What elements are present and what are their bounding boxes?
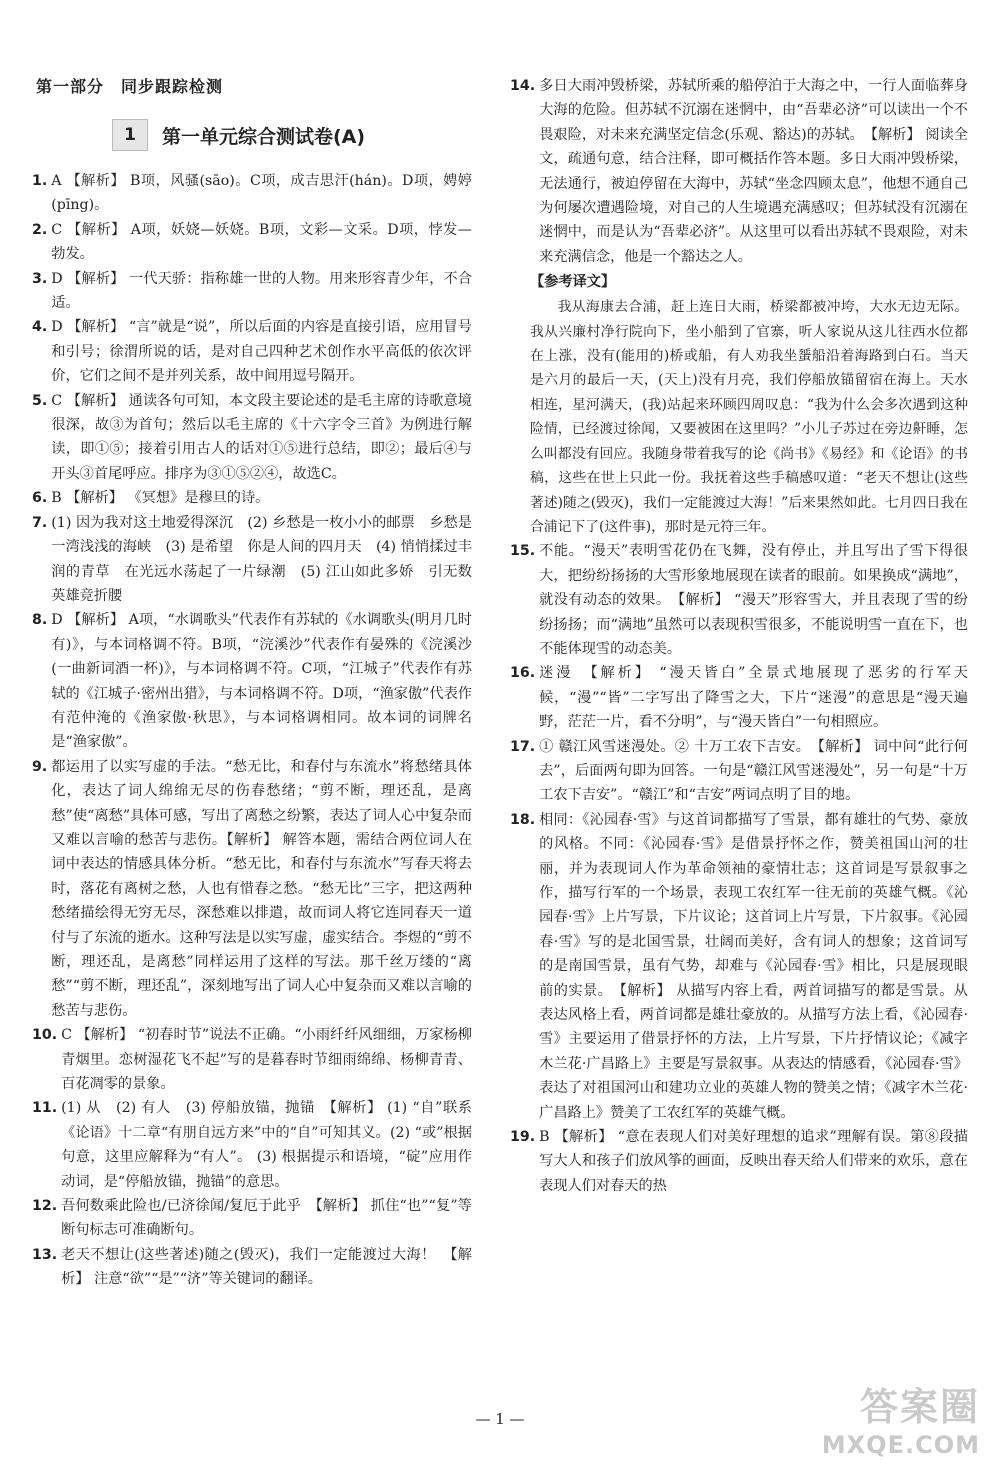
answer-text: 老天不想让(这些著述)随之(毁灭)，我们一定能渡过大海！ 【解析】 注意“欲”“是”“济”等关键词的翻译。 [61,1246,472,1288]
answer-text: D 【解析】 A项，“水调歌头”代表作有苏轼的《水调歌头(明月几时有)》，与本词格调不符。B项，“浣溪沙”代表作有晏殊的《浣溪沙(一曲新词酒一杯)》，与本词格调不符。C项，“江城子”代表作有苏轼的《江城子·密州出猎》，与本词格调不符。D项，“渔家傲”代表作有范仲淹的《渔家傲·秋思》，与本词格调相同。故本词的词牌名是“渔家傲”。 [51,612,472,751]
unit-number-badge: 1 [112,119,148,151]
translation-label: 【参考译文】 [530,274,616,291]
answer-text: C 【解析】 A项，妖娆—妖娆。B项，文彩—文采。D项，悖发—勃发。 [51,221,472,263]
answer-text: A 【解析】 B项，风骚(sāo)。C项，成吉思汗(hán)。D项，娉婷(pīng)。 [51,173,472,214]
answer-number: 14. [510,78,536,94]
answer-text: 相同：《沁园春·雪》与这首词都描写了雪景，都有雄壮的气势、豪放的风格。不同：《沁园春·雪》是借景抒怀之作，赞美祖国山河的壮丽，并为表现词人作为革命领袖的豪情壮志；这首词是写景叙事之作，描写行军的一个场景，表现工农红军一往无前的英雄气概。《沁园春·雪》上片写景，下片议论；这首词上片写景，下片叙事。《沁园春·雪》写的是北国雪景，壮阔而美好，含有词人的想象；这首词写的是南国雪景，虽有气势，却难与《沁园春·雪》相比，只是展现眼前的实景。 【解析】 从描写内容上看，两首词描写的都是雪景。从表达风格上看，两首词都是雄壮豪放的。从描写方法上看，《沁园春·雪》主要运用了借景抒怀的方法，上片写景，下片抒情议论；《减字木兰花·广昌路上》主要是写景叙事。从表达的情感看，《沁园春·雪》表达了对祖国河山和建功立业的英雄人物的赞美之情；《减字木兰花·广昌路上》赞美了工农红军的英雄气概。 [539,811,969,1121]
unit-title: 第一单元综合测试卷(A) [162,125,366,148]
answer-number: 2. [32,221,48,238]
answer-item [32,1243,472,1292]
answer-list-right-bottom [510,539,968,1198]
answer-item [32,1096,472,1194]
answer-item [32,608,472,754]
left-column [32,74,472,1292]
answer-item [32,486,472,510]
answer-number: 9. [32,758,48,775]
answer-list-left [32,169,472,1292]
answer-item [32,315,472,388]
answer-number: 12. [32,1198,58,1215]
answer-item [32,1023,472,1096]
answer-text: 多日大雨冲毁桥梁，苏轼所乘的船停泊于大海之中，一行人面临葬身大海的危险。但苏轼不沉溺在迷惘中，由“吾辈必济”可以读出一个不畏艰险，对未来充满坚定信念(乐观、豁达)的苏轼。 【解析】 阅读全文，疏通句意，结合注释，即可概括作答本题。多日大雨冲毁桥梁，无法通行，被迫停留在大海中，苏轼“坐念四顾太息”，他想不通自己为何屡次遭遇险境，对自己的人生境遇充满感叹；但苏轼没有沉溺在迷惘中，而是认为“吾辈必济”。从这里可以看出苏轼不畏艰险，对未来充满信念，他是一个豁达之人。 [539,78,968,265]
answer-text: B 【解析】 《冥想》是穆旦的诗。 [51,490,270,507]
answer-text: D 【解析】 “言”就是“说”，所以后面的内容是直接引语，应用冒号和引号；徐渭所说的话，是对自己四种艺术创作水平高低的依次评价，它们之间不是并列关系，故中间用逗号隔开。 [51,319,472,385]
answer-number: 3. [32,270,48,287]
answer-text: C 【解析】 通读各句可知，本文段主要论述的是毛主席的诗歌意境很深，故③为首句；然后以毛主席的《十六字令三首》为例进行解读，即①⑤；接着引用古人的话对①⑤进行总结，即②；最后④与开头③首尾呼应。排序为③①⑤②④，故选C。 [51,392,472,482]
answer-item [510,539,968,661]
answer-number: 6. [32,490,48,507]
watermark-url: MXQE.COM [821,1431,980,1459]
answer-number: 11. [32,1100,58,1117]
answer-number: 7. [32,514,48,531]
answer-item [510,74,968,269]
answer-item [32,267,472,316]
answer-item [32,755,472,1023]
answer-list-right-top [510,74,968,269]
answer-number: 10. [32,1027,58,1044]
answer-number: 13. [32,1246,58,1263]
translation-text: 我从海康去合浦，赶上连日大雨，桥梁都被冲垮，大水无边无际。我从兴廉村净行院向下，坐小船到了官寨，听人家说从这儿往西水位都在上涨，没有(能用的)桥或船，有人劝我坐蜑船沿着海路到白石。当天是六月的最后一天，(天上)没有月亮，我们停船放锚留宿在海上。天水相连，星河满天，(我)站起来环顾四周叹息：“我为什么会多次遇到这种险情，已经渡过徐闻，又要被困在这里吗？”小儿子苏过在旁边鼾睡，怎么叫都没有回应。我随身带着我写的论《尚书》《易经》和《论语》的书稿，这些在世上只此一份。我抚着这些手稿感叹道：“老天不想让(这些著述)随之(毁灭)，我们一定能渡过大海！”后来果然如此。七月四日我在合浦记下了(这件事)，那时是元符三年。 [530,299,968,535]
answer-item [32,1194,472,1243]
answer-text: 迷漫 【解析】 “漫天皆白”全景式地展现了恶劣的行军天候，“漫”“皆”二字写出了降雪之大，下片“迷漫”的意思是“漫天遍野，茫茫一片，看不分明”，与“漫天皆白”一句相照应。 [539,665,968,731]
watermark-text: 答案圈 [859,1385,980,1429]
page-number: — 1 — [475,1410,525,1428]
answer-number: 19. [510,1129,536,1146]
answer-number: 16. [510,665,536,682]
answer-item [32,169,472,218]
answer-item [510,1125,968,1198]
section-title: 第一部分 同步跟踪检测 [36,77,224,96]
answer-text: B 【解析】 “意在表现人们对美好理想的追求”理解有误。第⑧段描写大人和孩子们放风筝的画面，反映出春天给人们带来的欢乐，意在表现人们对春天的热 [539,1129,968,1194]
answer-text: D 【解析】 一代天骄：指称雄一世的人物。用来形容青少年，不合适。 [51,270,472,312]
answer-item [32,511,472,609]
answer-text: 不能。“漫天”表明雪花仍在飞舞，没有停止，并且写出了雪下得很大，把纷纷扬扬的大雪形象地展现在读者的眼前。如果换成“满地”，就没有动态的效果。 【解析】 “漫天”形容雪大，并且表现了雪的纷纷扬扬；而“满地”虽然可以表现积雪很多，不能说明雪一直在下，也不能体现雪的动态美。 [539,543,968,657]
answer-item [510,735,968,808]
answer-number: 17. [510,738,536,755]
answer-number: 4. [32,319,48,336]
right-column [510,74,968,1198]
answer-item [32,218,472,267]
answer-text: (1) 从 (2) 有人 (3) 停船放锚，抛锚 【解析】 (1) “自”联系《论语》十二章“有朋自远方来”中的“自”可知其义。(2) “或”根据句意，这里应解释为“有人”。 (3) 根据提示和语境，“碇”应用作动词，是“停船放锚，抛锚”的意思。 [61,1100,472,1190]
watermark-logo [822,1376,980,1459]
answer-item [510,808,968,1125]
answer-text: 都运用了以实写虚的手法。“愁无比，和春付与东流水”将愁绪具体化，表达了词人绵绵无尽的伤春愁绪；“剪不断，理还乱，是离愁”使“离愁”具体可感，写出了离愁之纷繁，表达了词人心中复杂而又难以言喻的愁苦与悲伤。【解析】 解答本题，需结合两位词人在词中表达的情感具体分析。“愁无比，和春付与东流水”写春天将去时，落花有离树之愁，人也有惜春之愁。“愁无比”三字，把这两种愁绪描绘得无穷无尽，深愁难以排遣，故而词人将它连同春天一道付与了东流的逝水。这种写法是以实写虚，虚实结合。李煜的“剪不断，理还乱，是离愁”同样运用了这样的写法。那千丝万缕的“离愁”“剪不断，理还乱”，深刻地写出了词人心中复杂而又难以言喻的愁苦与悲伤。 [51,758,472,1019]
answer-number: 18. [510,811,536,828]
answer-number: 8. [32,612,48,629]
answer-item [32,389,472,487]
answer-number: 15. [510,543,536,560]
answer-text: C 【解析】 “初春时节”说法不正确。“小雨纤纤风细细，万家杨柳青烟里。恋树湿花飞不起”写的是暮春时节细雨绵绵、杨柳青青、百花凋零的景象。 [61,1027,472,1093]
answer-number: 1. [32,173,48,189]
answer-text: ① 赣江风雪迷漫处。② 十万工农下吉安。 【解析】 词中问“此行何去”，后面两句即为回答。一句是“赣江风雪迷漫处”，另一句是“十万工农下吉安”。“赣江”和“吉安”两词点明了目的地。 [539,738,968,804]
answer-number: 5. [32,392,48,409]
answer-item [510,661,968,734]
answer-text: 吾何数乘此险也/已济徐闻/复厄于此乎 【解析】 抓住“也”“复”等断句标志可准确断句。 [61,1198,472,1239]
unit-header [112,119,472,151]
answer-text: (1) 因为我对这土地爱得深沉 (2) 乡愁是一枚小小的邮票 乡愁是一湾浅浅的海峡 (3) 是希望 你是人间的四月天 (4) 悄悄揉过丰润的青草 在光远水荡起了一片绿潮 (5) 江山如此多娇 引无数英雄竞折腰 [51,514,472,604]
